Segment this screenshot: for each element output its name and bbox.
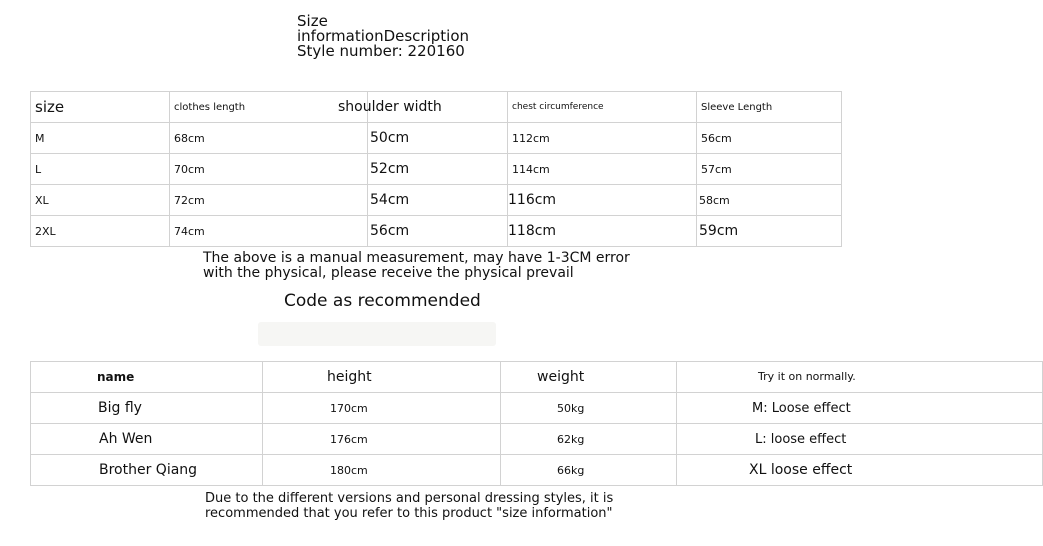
cell-shoulder-width: 50cm	[368, 123, 508, 154]
cell-sleeve: 59cm	[697, 216, 842, 247]
header-name: name	[31, 362, 263, 393]
cell-name: Brother Qiang	[31, 455, 263, 486]
cell-shoulder-width: 56cm	[368, 216, 508, 247]
cell-shoulder-width: 52cm	[368, 154, 508, 185]
cell-clothes-length: 70cm	[170, 154, 368, 185]
size-row	[31, 154, 842, 185]
measurement-note	[203, 251, 630, 281]
cell-weight: 50kg	[501, 393, 677, 424]
header-chest-circumference: chest circumference	[508, 92, 697, 123]
recommend-row	[31, 455, 1043, 486]
cell-sleeve: 56cm	[697, 123, 842, 154]
cell-weight: 66kg	[501, 455, 677, 486]
header-weight: weight	[501, 362, 677, 393]
header-shoulder-width: shoulder width	[338, 92, 478, 123]
cell-height: 176cm	[263, 424, 501, 455]
style-number: Style number: 220160	[297, 42, 465, 60]
cell-chest: 112cm	[508, 123, 697, 154]
cell-chest: 118cm	[508, 216, 697, 247]
cell-chest: 116cm	[508, 185, 697, 216]
recommend-row	[31, 424, 1043, 455]
recommend-table-header	[31, 362, 1043, 393]
blurred-subheading	[258, 322, 496, 346]
cell-fit: M: Loose effect	[677, 393, 1043, 424]
header-clothes-length: clothes length	[170, 92, 368, 123]
cell-name: Big fly	[31, 393, 263, 424]
measurement-note-line-1: The above is a manual measurement, may have 1-3CM error	[203, 250, 630, 266]
size-table-header	[31, 92, 842, 123]
size-table	[30, 91, 842, 247]
title-line-1: Size	[297, 12, 328, 30]
cell-name: Ah Wen	[31, 424, 263, 455]
page-title	[297, 14, 469, 59]
recommend-row	[31, 393, 1043, 424]
size-row	[31, 185, 842, 216]
cell-fit: L: loose effect	[677, 424, 1043, 455]
size-row	[31, 216, 842, 247]
header-size: size	[31, 92, 170, 123]
cell-size: L	[31, 154, 170, 185]
cell-height: 170cm	[263, 393, 501, 424]
recommend-heading: Code as recommended	[284, 291, 481, 311]
recommend-table	[30, 361, 1043, 486]
title-line-2: informationDescription	[297, 27, 470, 45]
fit-note	[205, 491, 613, 521]
size-row	[31, 123, 842, 154]
cell-clothes-length: 74cm	[170, 216, 368, 247]
cell-shoulder-width: 54cm	[368, 185, 508, 216]
header-sleeve-length: Sleeve Length	[697, 92, 842, 123]
cell-height: 180cm	[263, 455, 501, 486]
fit-note-line-1: Due to the different versions and personal dressing styles, it is	[205, 491, 614, 506]
cell-size: XL	[31, 185, 170, 216]
header-try-on: Try it on normally.	[677, 362, 1043, 393]
cell-clothes-length: 68cm	[170, 123, 368, 154]
cell-weight: 62kg	[501, 424, 677, 455]
cell-sleeve: 58cm	[697, 185, 842, 216]
cell-size: M	[31, 123, 170, 154]
measurement-note-line-2: with the physical, please receive the physical prevail	[203, 265, 574, 281]
cell-size: 2XL	[31, 216, 170, 247]
cell-sleeve: 57cm	[697, 154, 842, 185]
cell-fit: XL loose effect	[677, 455, 1043, 486]
header-height: height	[263, 362, 501, 393]
fit-note-line-2: recommended that you refer to this product "size information"	[205, 506, 613, 521]
cell-clothes-length: 72cm	[170, 185, 368, 216]
cell-chest: 114cm	[508, 154, 697, 185]
